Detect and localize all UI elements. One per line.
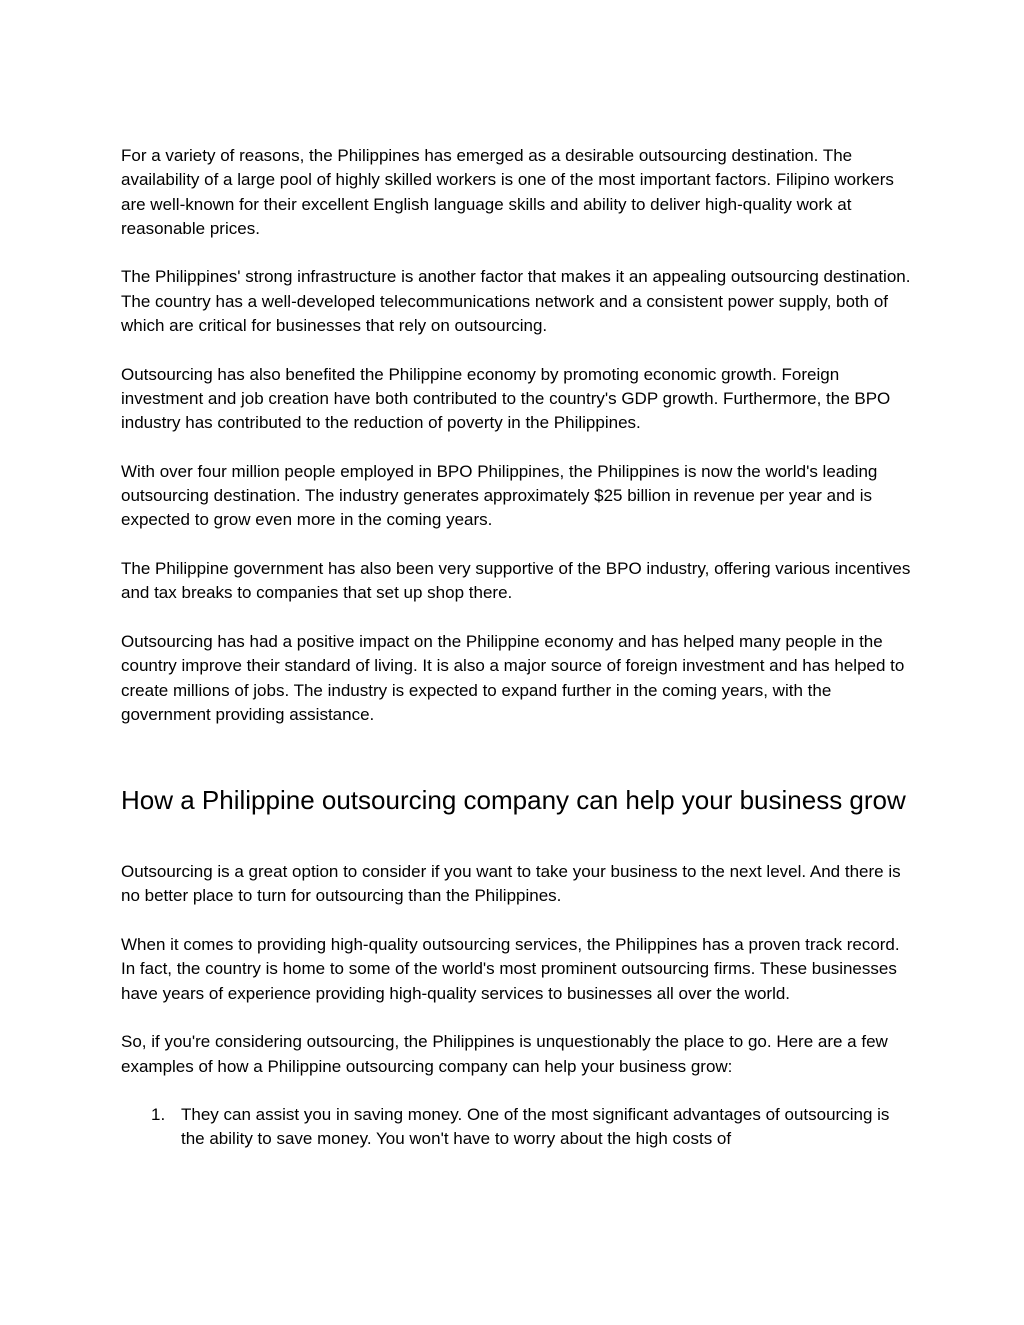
paragraph-track-record: When it comes to providing high-quality outsourcing services, the Philippines has a proven track record. In fact, the country is home to some of the world's most prominent outsourcing firms. These businesses have years of experience providing high-quality services to businesses all over the world. <box>121 935 900 1003</box>
paragraph-infrastructure: The Philippines' strong infrastructure is another factor that makes it an appealing outsourcing destination. The country has a well-developed telecommunications network and a consistent power supply, both of which are critical for businesses that rely on outsourcing. <box>121 267 911 336</box>
document-page <box>121 144 911 1152</box>
list-item-text: They can assist you in saving money. One of the most significant advantages of outsourcing is the ability to save money. You won't have to worry about the high costs of <box>181 1105 890 1149</box>
paragraph-bpo-employment: With over four million people employed in BPO Philippines, the Philippines is now the world's leading outsourcing destination. The industry generates approximately $25 billion in revenue per year and is expected to grow even more in the coming years. <box>121 461 878 530</box>
paragraph-great-option: Outsourcing is a great option to consider if you want to take your business to the next level. And there is no better place to turn for outsourcing than the Philippines. <box>121 862 901 906</box>
paragraph-examples-intro: So, if you're considering outsourcing, the Philippines is unquestionably the place to go. Here are a few examples of how a Philippine outsourcing company can help your business grow: <box>121 1032 888 1076</box>
paragraph-government-support: The Philippine government has also been very supportive of the BPO industry, offering various incentives and tax breaks to companies that set up shop there. <box>121 559 911 603</box>
paragraph-talent-pool: For a variety of reasons, the Philippines has emerged as a desirable outsourcing destination. The availability of a large pool of highly skilled workers is one of the most important factors. Filipino workers are well-known for their excellent English language skills and ability to deliver high-quality work at reasonable prices. <box>121 146 894 238</box>
list-item <box>121 1103 911 1152</box>
section-heading: How a Philippine outsourcing company can help your business grow <box>121 785 906 816</box>
numbered-list <box>121 1103 911 1152</box>
paragraph-positive-impact: Outsourcing has had a positive impact on the Philippine economy and has helped many people in the country improve their standard of living. It is also a major source of foreign investment and has helped to create millions of jobs. The industry is expected to expand further in the coming years, with the government providing assistance. <box>121 631 905 724</box>
paragraph-economic-growth: Outsourcing has also benefited the Philippine economy by promoting economic growth. Foreign investment and job creation have both contributed to the country's GDP growth. Furthermore, the BPO industry has contributed to the reduction of poverty in the Philippines. <box>121 364 891 433</box>
list-item-number: 1. <box>151 1105 166 1125</box>
